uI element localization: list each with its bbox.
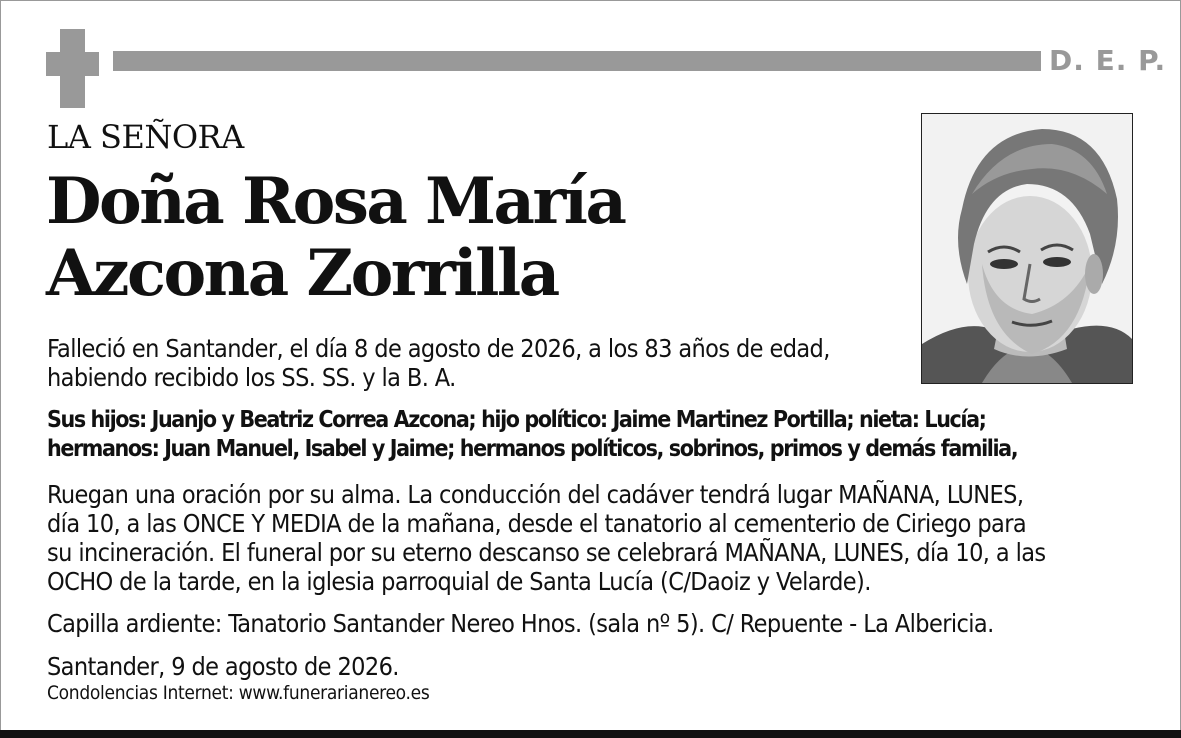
portrait-illustration [922,114,1132,383]
dep-label: D. E. P. [1049,44,1167,77]
honorific: LA SEÑORA [47,118,244,156]
condolences-link: Condolencias Internet: www.funerarianereo.es [47,682,430,704]
bottom-rule [0,730,1181,738]
deceased-name [46,166,624,310]
name-line-1: Doña Rosa María [46,164,625,239]
chapel-line-1: Capilla ardiente: Tanatorio Santander Nereo Hnos. (sala nº 5). C/ Repuente - La Albericia. [47,609,994,638]
ceremony-line-2: día 10, a las ONCE Y MEDIA de la mañana, desde el tanatorio al cementerio de Ciriego para [47,509,1027,538]
death-notice-line-2: habiendo recibido los SS. SS. y la B. A. [47,363,456,392]
family-list [47,406,1017,464]
cross-icon-arm [46,52,99,76]
death-notice-line-1: Falleció en Santander, el día 8 de agosto de 2026, a los 83 años de edad, [47,334,830,363]
chapel-info [47,609,994,638]
death-notice [47,334,830,392]
ceremony-line-1: Ruegan una oración por su alma. La conducción del cadáver tendrá lugar MAÑANA, LUNES, [47,480,1024,509]
ceremony-details [47,480,1046,596]
name-line-2: Azcona Zorrilla [46,236,558,311]
header-rule [113,51,1041,71]
place-date: Santander, 9 de agosto de 2026. [47,652,399,681]
ceremony-line-3: su incineración. El funeral por su eterno descanso se celebrará MAÑANA, LUNES, día 10, a las [47,538,1046,567]
family-line-2: hermanos: Juan Manuel, Isabel y Jaime; hermanos políticos, sobrinos, primos y demás familia, [47,436,1018,462]
family-line-1: Sus hijos: Juanjo y Beatriz Correa Azcona; hijo político: Jaime Martinez Portilla; nieta: Lucía; [47,407,986,433]
ceremony-line-4: OCHO de la tarde, en la iglesia parroquial de Santa Lucía (C/Daoiz y Velarde). [47,567,871,596]
portrait-photo [921,113,1133,384]
